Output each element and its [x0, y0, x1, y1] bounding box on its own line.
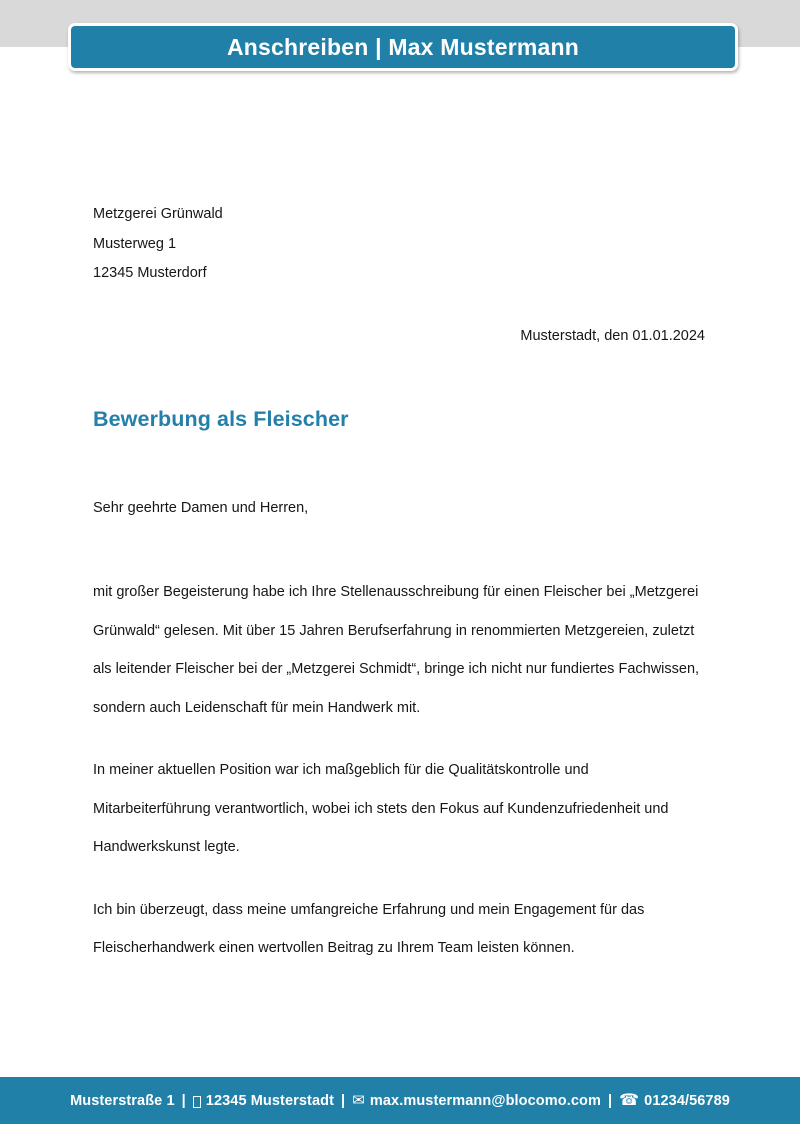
footer-separator-3: |	[607, 1092, 613, 1109]
letter-paragraphs	[93, 573, 705, 968]
body-paragraph-1: mit großer Begeisterung habe ich Ihre Stellenausschreibung für einen Fleischer bei „Metzgerei Grünwald“ gelesen. Mit über 15 Jahren Berufserfahrung in renommierten Metzgereien, zuletzt als leitender Fleischer bei der „Metzgerei Schmidt“, bringe ich nicht nur fundiertes Fachwissen, sondern auch Leidenschaft für mein Handwerk mit.	[93, 584, 700, 716]
recipient-address-block	[93, 200, 573, 289]
footer-contact-line	[70, 1093, 730, 1109]
body-paragraph-3: Ich bin überzeugt, dass meine umfangreiche Erfahrung und mein Engagement für das Fleischerhandwerk einen wertvollen Beitrag zu Ihrem Team leisten können.	[93, 901, 645, 956]
footer-separator-1: |	[181, 1092, 186, 1109]
salutation: Sehr geehrte Damen und Herren,	[93, 500, 309, 516]
subject-heading: Bewerbung als Fleischer	[93, 407, 349, 431]
mail-icon: ✉	[352, 1092, 365, 1109]
recipient-line-company: Metzgerei Grünwald	[93, 206, 223, 222]
footer-street: Musterstraße 1	[70, 1092, 175, 1109]
footer-separator-2: |	[341, 1092, 346, 1109]
footer-contact-bar	[0, 1077, 800, 1124]
recipient-line-city: 12345 Musterdorf	[93, 265, 207, 281]
location-marker-icon	[193, 1096, 201, 1108]
date-line: Musterstadt, den 01.01.2024	[520, 328, 705, 344]
footer-phone[interactable]: 01234/56789	[644, 1092, 730, 1109]
footer-city: 12345 Musterstadt	[205, 1092, 335, 1109]
body-paragraph-2: In meiner aktuellen Position war ich maßgeblich für die Qualitätskontrolle und Mitarbeiterführung verantwortlich, wobei ich stets den Fokus auf Kundenzufriedenheit und Handwerkskunst legte.	[93, 762, 669, 855]
phone-icon: ☎	[619, 1091, 640, 1109]
recipient-line-street: Musterweg 1	[93, 235, 177, 252]
document-title-banner	[68, 23, 738, 71]
page-title: Anschreiben | Max Mustermann	[226, 33, 579, 60]
footer-email[interactable]: max.mustermann@blocomo.com	[369, 1092, 601, 1109]
